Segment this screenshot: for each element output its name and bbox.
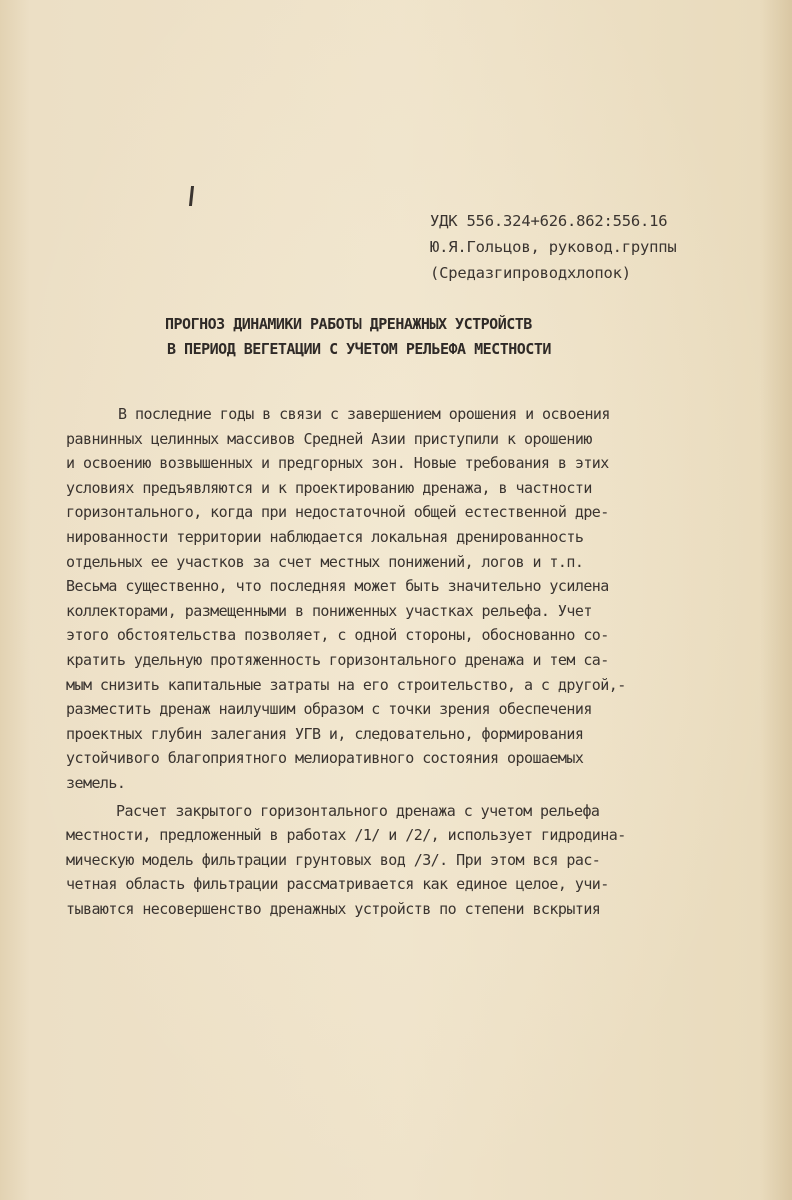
document-title (165, 312, 685, 362)
author-line: Ю.Я.Гольцов, руковод.группы (430, 238, 677, 256)
paragraph-1-line: устойчивого благоприятного мелиоративного состояния орошаемых (66, 749, 584, 768)
paragraph-1-line: этого обстоятельства позволяет, с одной стороны, обоснованно со- (66, 626, 609, 645)
paragraph-1-line: равнинных целинных массивов Средней Азии приступили к орошению (66, 429, 592, 448)
paragraph-2-line: местности, предложенный в работах /1/ и /2/, использует гидродина- (66, 826, 626, 845)
organization-line: (Средазгипроводхлопок) (430, 264, 631, 282)
title-line-2: В ПЕРИОД ВЕГЕТАЦИИ С УЧЕТОМ РЕЛЬЕФА МЕСТНОСТИ (167, 340, 551, 358)
paragraph-1-line: коллекторами, размещенными в пониженных участках рельефа. Учет (66, 601, 592, 620)
body-text (66, 402, 746, 921)
paragraph-1-line: В последние годы в связи с завершением орошения и освоения (118, 405, 610, 423)
header-block (430, 208, 770, 286)
paragraph-1-line: проектных глубин залегания УГВ и, следовательно, формирования (66, 724, 584, 743)
paragraph-1-line: отдельных ее участков за счет местных понижений, логов и т.п. (66, 552, 584, 571)
title-line-1: ПРОГНОЗ ДИНАМИКИ РАБОТЫ ДРЕНАЖНЫХ УСТРОЙСТВ (165, 315, 532, 333)
udc-code: УДК 556.324+626.862:556.16 (430, 212, 668, 230)
paragraph-2-line: мическую модель фильтрации грунтовых вод /3/. При этом вся рас- (66, 850, 601, 869)
paragraph-2-line: Расчет закрытого горизонтального дренажа с учетом рельефа (116, 801, 600, 820)
paragraph-1-line: земель. (66, 773, 126, 792)
paragraph-1-line: горизонтального, когда при недостаточной общей естественной дре- (66, 503, 609, 522)
paragraph-1-line: условиях предъявляются и к проектированию дренажа, в частности (66, 478, 592, 497)
paragraph-1-line: Весьма существенно, что последняя может быть значительно усилена (66, 577, 609, 596)
paragraph-1-line: и освоению возвышенных и предгорных зон. Новые требования в этих (66, 454, 609, 473)
paragraph-1-line: разместить дренаж наилучшим образом с точки зрения обеспечения (66, 700, 592, 719)
handwritten-mark (189, 186, 194, 206)
paragraph-1-line: кратить удельную протяженность горизонтального дренажа и тем са- (66, 650, 609, 669)
paragraph-2-line: тываются несовершенство дренажных устройств по степени вскрытия (66, 899, 601, 918)
paragraph-1-line: мым снизить капитальные затраты на его строительство, а с другой,- (66, 675, 626, 694)
paragraph-1-line: нированности территории наблюдается локальная дренированность (66, 527, 584, 546)
paragraph-2-line: четная область фильтрации рассматривается как единое целое, учи- (66, 875, 609, 894)
